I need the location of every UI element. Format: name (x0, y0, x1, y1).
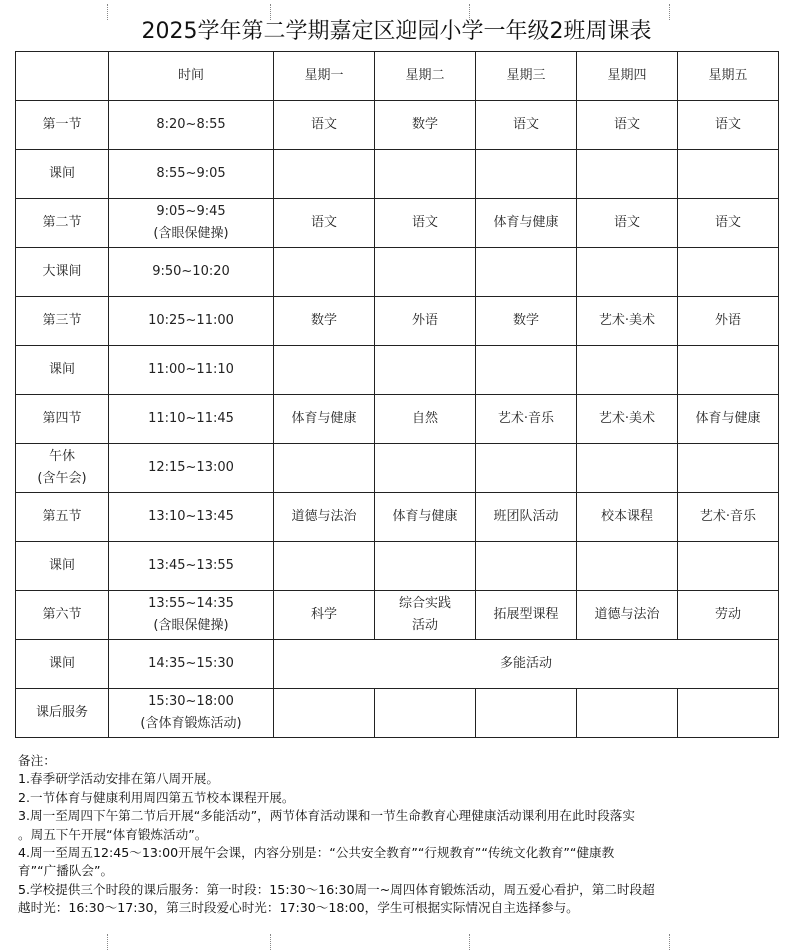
class-cell: 体育与健康 (678, 395, 779, 444)
period-label: 第四节 (42, 411, 82, 426)
table-row (16, 444, 779, 493)
note-line: 越时光：16:30～17:30，第三时段爱心时光：17:30～18:00，学生可根据实际情况自主选择参与。 (18, 900, 579, 916)
notes-section (18, 752, 783, 918)
time-cell (109, 150, 274, 199)
crop-mark (270, 934, 271, 950)
time-cell (109, 542, 274, 591)
table-row (16, 297, 779, 346)
class-cell (577, 346, 678, 395)
time-range: 12:15~13:00 (148, 460, 234, 475)
table-row (16, 493, 779, 542)
header-cell: 星期四 (577, 52, 678, 101)
class-cell: 语文 (274, 199, 375, 248)
period-label: 大课间 (42, 264, 82, 279)
class-cell (476, 346, 577, 395)
period-note: (含午会) (37, 471, 87, 486)
class-label-line: 综合实践 (398, 596, 451, 611)
class-cell (274, 248, 375, 297)
time-range: 11:10~11:45 (148, 411, 234, 426)
table-row (16, 150, 779, 199)
note-line: 3.周一至周四下午第二节后开展“多能活动”，两节体育活动课和一节生命教育心理健康活动课利用在此时段落实 (18, 808, 635, 824)
time-range: 10:25~11:00 (148, 313, 234, 328)
table-header-row (16, 52, 779, 101)
header-cell: 星期二 (375, 52, 476, 101)
time-range: 11:00~11:10 (148, 362, 234, 377)
crop-mark (669, 934, 670, 950)
period-cell (16, 444, 109, 493)
header-cell (16, 52, 109, 101)
class-cell (375, 346, 476, 395)
class-cell (375, 689, 476, 738)
note-line: 5.学校提供三个时段的课后服务：第一时段：15:30～16:30周一~周四体育锻炼活动，周五爱心看护，第二时段超 (18, 881, 655, 897)
period-label: 第二节 (42, 215, 82, 230)
period-cell (16, 542, 109, 591)
table-row (16, 199, 779, 248)
time-cell (109, 199, 274, 248)
header-cell: 星期一 (274, 52, 375, 101)
note-line: 。周五下午开展“体育锻炼活动”。 (18, 826, 208, 842)
class-cell (274, 689, 375, 738)
class-cell: 语文 (274, 101, 375, 150)
period-cell (16, 248, 109, 297)
period-cell (16, 591, 109, 640)
period-cell (16, 101, 109, 150)
period-cell (16, 395, 109, 444)
class-cell: 艺术·音乐 (476, 395, 577, 444)
class-cell: 外语 (678, 297, 779, 346)
table-row (16, 248, 779, 297)
table-row (16, 591, 779, 640)
period-label: 课间 (48, 166, 75, 181)
class-cell (274, 444, 375, 493)
time-cell (109, 101, 274, 150)
page-title: 2025学年第二学期嘉定区迎园小学一年级2班周课表 (141, 19, 652, 44)
crop-mark (469, 934, 470, 950)
period-cell (16, 297, 109, 346)
notes-heading: 备注： (18, 753, 56, 768)
class-cell: 数学 (375, 101, 476, 150)
class-cell (577, 542, 678, 591)
crop-mark (107, 934, 108, 950)
class-cell: 语文 (678, 199, 779, 248)
note-line: 2.一节体育与健康利用周四第五节校本课程开展。 (18, 789, 295, 805)
class-cell (375, 444, 476, 493)
class-cell: 道德与法治 (577, 591, 678, 640)
table-row (16, 395, 779, 444)
class-cell: 语文 (577, 101, 678, 150)
note-line: 1.春季研学活动安排在第八周开展。 (18, 771, 219, 787)
class-cell (678, 248, 779, 297)
class-cell: 体育与健康 (375, 493, 476, 542)
class-cell: 艺术·美术 (577, 395, 678, 444)
time-range: 15:30~18:00 (148, 694, 234, 709)
class-cell: 拓展型课程 (476, 591, 577, 640)
period-label: 第六节 (42, 607, 82, 622)
time-cell (109, 689, 274, 738)
table-row (16, 346, 779, 395)
class-cell (678, 542, 779, 591)
time-cell (109, 493, 274, 542)
class-cell: 外语 (375, 297, 476, 346)
time-cell (109, 395, 274, 444)
period-label: 午休 (48, 449, 75, 464)
period-label: 第五节 (42, 509, 82, 524)
class-cell (375, 248, 476, 297)
class-cell: 自然 (375, 395, 476, 444)
period-label: 第三节 (42, 313, 82, 328)
time-range: 13:10~13:45 (148, 509, 234, 524)
period-cell (16, 346, 109, 395)
class-cell (274, 542, 375, 591)
time-range: 13:55~14:35 (148, 596, 234, 611)
time-cell (109, 346, 274, 395)
class-cell: 语文 (375, 199, 476, 248)
merged-activity-cell: 多能活动 (274, 640, 779, 689)
table-row (16, 542, 779, 591)
class-cell (577, 444, 678, 493)
class-cell: 体育与健康 (274, 395, 375, 444)
time-note: (含眼保健操) (153, 226, 229, 241)
table-row (16, 101, 779, 150)
time-range: 14:35~15:30 (148, 656, 234, 671)
time-note: (含体育锻炼活动) (140, 716, 242, 731)
class-cell (678, 150, 779, 199)
class-cell: 班团队活动 (476, 493, 577, 542)
period-label: 课间 (48, 558, 75, 573)
time-cell (109, 248, 274, 297)
class-cell (476, 444, 577, 493)
class-cell: 语文 (476, 101, 577, 150)
note-line: 4.周一至周五12:45～13:00开展午会课，内容分别是：“公共安全教育”“行规教育”“传统文化教育”“健康教 (18, 845, 615, 861)
class-cell: 科学 (274, 591, 375, 640)
class-cell: 数学 (274, 297, 375, 346)
note-line: 育”“广播队会”。 (18, 863, 114, 879)
class-cell: 劳动 (678, 591, 779, 640)
class-cell (577, 248, 678, 297)
period-cell (16, 689, 109, 738)
time-range: 8:55~9:05 (156, 166, 226, 181)
class-cell (678, 346, 779, 395)
class-cell: 数学 (476, 297, 577, 346)
class-cell (476, 689, 577, 738)
time-cell (109, 640, 274, 689)
class-cell: 语文 (678, 101, 779, 150)
header-cell: 星期三 (476, 52, 577, 101)
class-cell: 语文 (577, 199, 678, 248)
header-cell: 星期五 (678, 52, 779, 101)
class-cell: 校本课程 (577, 493, 678, 542)
class-cell (678, 444, 779, 493)
time-cell (109, 297, 274, 346)
class-cell (375, 591, 476, 640)
class-cell (375, 542, 476, 591)
time-range: 9:50~10:20 (152, 264, 230, 279)
period-cell (16, 640, 109, 689)
time-range: 8:20~8:55 (156, 117, 226, 132)
period-label: 课间 (48, 362, 75, 377)
time-range: 13:45~13:55 (148, 558, 234, 573)
time-range: 9:05~9:45 (156, 204, 226, 219)
class-cell: 道德与法治 (274, 493, 375, 542)
class-cell (577, 689, 678, 738)
period-cell (16, 150, 109, 199)
table-row (16, 640, 779, 689)
header-cell: 时间 (109, 52, 274, 101)
period-cell (16, 493, 109, 542)
time-cell (109, 444, 274, 493)
class-cell (476, 248, 577, 297)
table-row (16, 689, 779, 738)
class-cell (476, 542, 577, 591)
class-cell: 体育与健康 (476, 199, 577, 248)
class-cell: 艺术·音乐 (678, 493, 779, 542)
period-cell (16, 199, 109, 248)
period-label: 第一节 (42, 117, 82, 132)
period-label: 课后服务 (35, 705, 88, 720)
class-cell: 艺术·美术 (577, 297, 678, 346)
timetable (15, 51, 779, 738)
class-cell (274, 150, 375, 199)
class-cell (577, 150, 678, 199)
class-cell (678, 689, 779, 738)
class-cell (375, 150, 476, 199)
time-cell (109, 591, 274, 640)
class-cell (476, 150, 577, 199)
class-cell (274, 346, 375, 395)
period-label: 课间 (48, 656, 75, 671)
time-note: (含眼保健操) (153, 618, 229, 633)
class-label-line: 活动 (411, 618, 438, 633)
